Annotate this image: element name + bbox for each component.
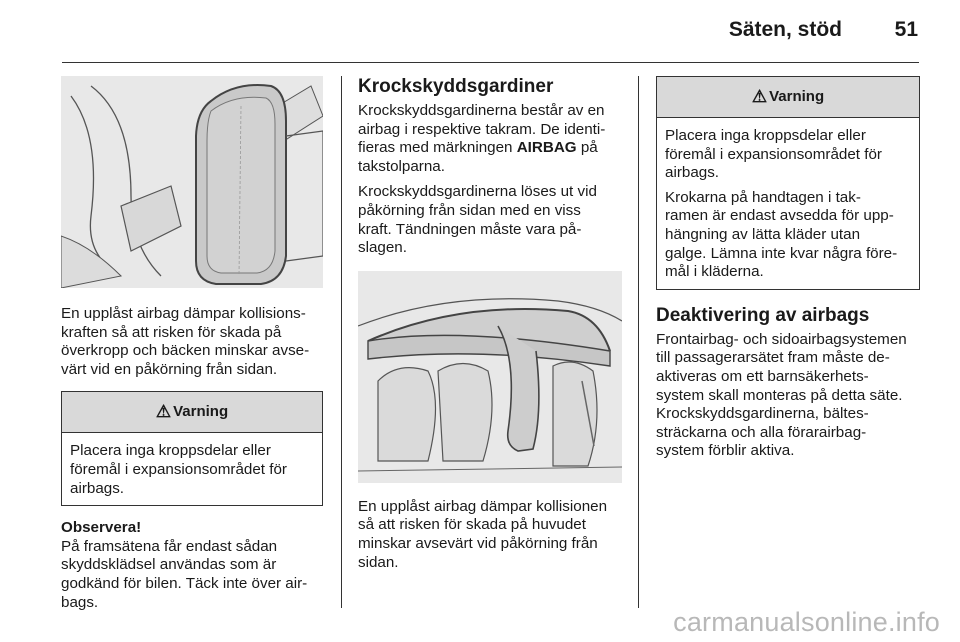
warning-line: ramen är endast avsedda för upp- bbox=[665, 207, 894, 225]
body-line: till passagerarsätet fram måste de- bbox=[656, 349, 890, 367]
note-line: bags. bbox=[61, 593, 99, 611]
caption-line: En upplåst airbag dämpar kollisionen bbox=[358, 497, 608, 515]
body-line: slagen. bbox=[358, 239, 407, 257]
body-line: aktiveras om ett barnsäkerhets- bbox=[656, 367, 869, 385]
watermark: carmanualsonline.info bbox=[673, 607, 940, 637]
warning-box bbox=[61, 391, 323, 506]
note-line: På framsätena får endast sådan bbox=[61, 537, 278, 555]
caption-line: värt vid en påkörning från sidan. bbox=[61, 360, 278, 378]
warning-header bbox=[62, 392, 322, 433]
warning-body bbox=[62, 433, 322, 505]
warning-line: hängning av lätta kläder utan bbox=[665, 225, 861, 243]
page-number: 51 bbox=[894, 18, 918, 41]
column-1 bbox=[61, 76, 323, 612]
warning-line: Placera inga kroppsdelar eller bbox=[70, 442, 271, 460]
body-line: Krockskyddsgardinerna löses ut vid bbox=[358, 183, 597, 201]
seat-airbag-illustration bbox=[61, 76, 323, 288]
warning-line: airbags. bbox=[665, 164, 720, 182]
note-line: skyddsklädsel användas som är bbox=[61, 556, 277, 574]
section-title: Säten, stöd bbox=[728, 18, 842, 41]
body-line bbox=[358, 139, 624, 158]
body-line: Krockskyddsgardinerna, bältes- bbox=[656, 405, 869, 423]
warning-box bbox=[656, 76, 920, 290]
warning-body bbox=[657, 118, 919, 289]
caption-line: En upplåst airbag dämpar kollisions- bbox=[61, 305, 306, 322]
warning-line: föremål i expansionsområdet för bbox=[665, 145, 882, 163]
warning-line: airbags. bbox=[70, 479, 125, 497]
caption-line: så att risken för skada på huvudet bbox=[358, 516, 586, 534]
warning-line: föremål i expansionsområdet för bbox=[70, 460, 287, 478]
curtain-airbag-drawing bbox=[358, 271, 622, 483]
caption-line: minskar avsevärt vid påkörning från bbox=[358, 534, 598, 552]
warning-title: Varning bbox=[769, 87, 825, 105]
warning-line: Krokarna på handtagen i tak- bbox=[665, 188, 861, 206]
warning-line: galge. Lämna inte kvar några före- bbox=[665, 244, 898, 262]
column-divider-1 bbox=[341, 76, 342, 608]
caption-line: kraften så att risken för skada på bbox=[61, 323, 282, 341]
warning-triangle-icon: ⚠ bbox=[155, 402, 172, 422]
body-line: Frontairbag- och sidoairbagsystemen bbox=[656, 330, 907, 348]
body-line: system förblir aktiva. bbox=[656, 442, 795, 460]
body-line: påkörning från sidan med en viss bbox=[358, 201, 581, 219]
column-divider-2 bbox=[638, 76, 639, 608]
body-line: takstolparna. bbox=[358, 157, 445, 175]
column-2 bbox=[358, 76, 624, 572]
page-header bbox=[0, 14, 960, 54]
body-text: fieras med märkningen bbox=[358, 139, 517, 157]
warning-line: mål i kläderna. bbox=[665, 263, 764, 281]
body-line: kraft. Tändningen måste vara på- bbox=[358, 220, 582, 238]
column-3 bbox=[656, 76, 920, 461]
curtain-airbag-illustration bbox=[358, 271, 622, 483]
section-heading: Deaktivering av airbags bbox=[656, 304, 870, 326]
seat-airbag-drawing bbox=[61, 76, 323, 288]
note-heading: Observera! bbox=[61, 519, 142, 537]
section-heading: Krockskyddsgardiner bbox=[358, 76, 554, 97]
warning-triangle-icon: ⚠ bbox=[751, 86, 768, 106]
caption-line: överkropp och bäcken minskar avse- bbox=[61, 342, 310, 360]
body-line: sträckarna och alla förarairbag- bbox=[656, 423, 867, 441]
body-line: Krockskyddsgardinerna består av en bbox=[358, 102, 605, 119]
warning-header bbox=[657, 77, 919, 118]
body-line: system skall monteras på detta säte. bbox=[656, 386, 903, 404]
warning-title: Varning bbox=[173, 403, 229, 421]
airbag-marking: AIRBAG bbox=[516, 139, 577, 157]
body-text: på bbox=[576, 139, 598, 157]
body-line: airbag i respektive takram. De identi- bbox=[358, 120, 606, 138]
caption-line: sidan. bbox=[358, 553, 399, 571]
warning-line: Placera inga kroppsdelar eller bbox=[665, 127, 866, 144]
header-rule bbox=[62, 62, 919, 63]
note-line: godkänd för bilen. Täck inte över air- bbox=[61, 574, 308, 592]
